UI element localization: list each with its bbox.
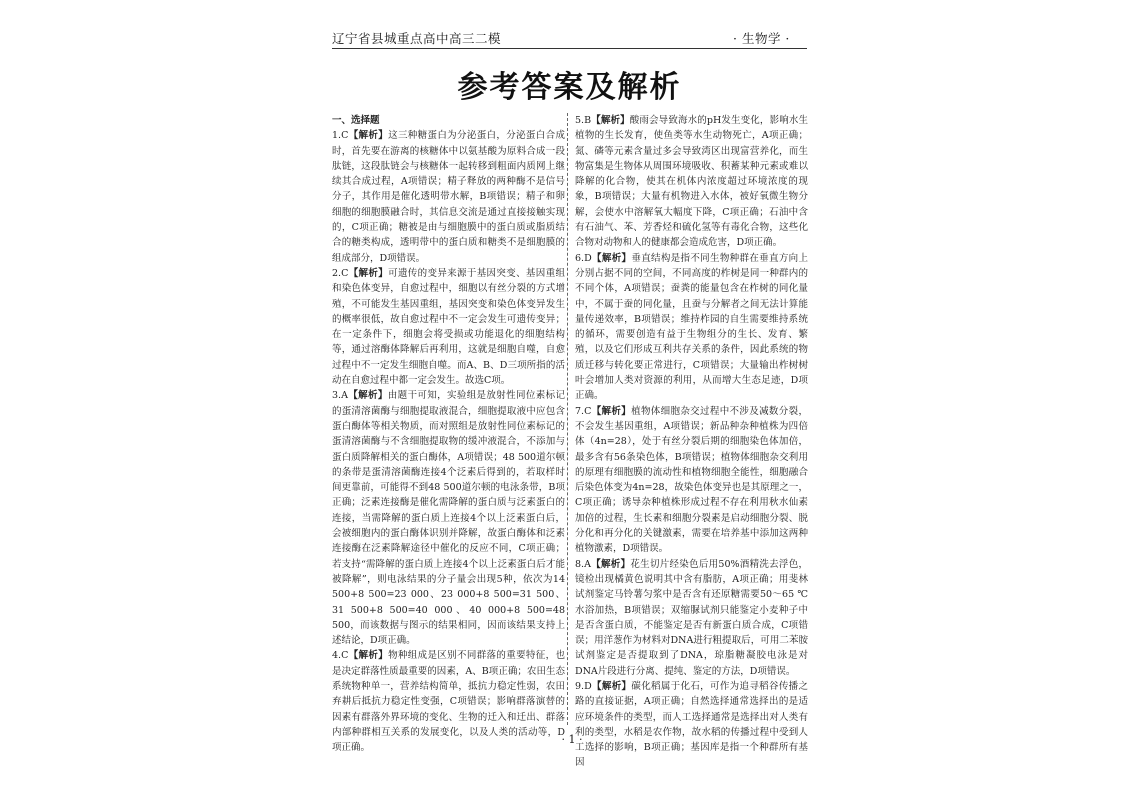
question-number: 7. [575,405,585,417]
answer-item [575,404,808,557]
answer-item [575,679,808,771]
question-number: 3. [332,390,342,402]
analysis-text: 植物体细胞杂交过程中不涉及减数分裂，不会发生基因重组，A项错误；新品种杂种植株为四倍体（4n=28），处于有丝分裂后期的细胞染色体加倍，最多含有56条染色体，B项错误；植物体细胞杂交利用的原理有细胞膜的流动性和植物细胞全能性，细胞融合后染色体变为4n=28，故染色体变异也是其原理之一，C项正确；诱导杂种植株形成过程不存在利用秋水仙素加倍的过程，生长素和细胞分裂素是启动细胞分裂、脱分化和再分化的关键激素，需要在培养基中添加这两种植物激素，D项错误。 [575,405,808,555]
column-divider [567,113,568,725]
answer-item [332,388,565,648]
answer-item [575,113,808,251]
analysis-tag: 【解析】 [591,252,632,264]
question-number: 1. [332,130,342,142]
analysis-text: 这三种糖蛋白为分泌蛋白，分泌蛋白合成时，首先要在游离的核糖体中以氨基酸为原料合成一段肽链，这段肽链会与核糖体一起转移到粗面内质网上继续其合成过程，A项错误；精子释放的两种酶不是信号分子，其作用是催化透明带水解，B项错误；精子和卵细胞的细胞膜融合时，其信息交流是通过直接接触实现的，C项正确；糖被是由与细胞膜中的蛋白质或脂质结合的糖类构成，透明带中的蛋白质和糖类不是细胞膜的组成部分，D项错误。 [332,130,565,264]
answer-letter: B [584,115,592,126]
analysis-text: 可遗传的变异来源于基因突变、基因重组和染色体变异，自愈过程中，细胞以有丝分裂的方式增殖，不可能发生基因重组，基因突变和染色体变异发生的概率很低，故自愈过程中不一定会发生可遗传变异；在一定条件下，细胞会将受损或功能退化的细胞结构等，通过溶酶体降解后再利用，这就是细胞自噬，自愈过程中不一定发生细胞自噬。而A、B、D三项所指的活动在自愈过程中都一定会发生。故选C项。 [332,267,565,387]
answer-letter: C [341,650,349,662]
answer-letter: A [584,558,591,570]
section-title: 一、选择题 [332,115,380,126]
question-number: 6. [575,252,585,264]
analysis-tag: 【解析】 [591,405,632,417]
answer-item [575,557,808,679]
answer-letter: C [584,405,592,417]
answer-letter: D [584,252,592,264]
analysis-text: 花生切片经染色后用50%酒精洗去浮色，镜检出现橘黄色说明其中含有脂肪，A项正确；用斐林试剂鉴定马铃薯匀浆中是否含有还原糖需要50～65 ℃水浴加热，B项错误；双缩脲试剂只能鉴定小麦种子中是否含蛋白质，不能鉴定是否有新蛋白质合成，C项错误；用洋葱作为材料对DNA进行粗提取后，可用二苯胺试剂鉴定是否提取到了DNA，琼脂糖凝胶电泳是对DNA片段进行分离、提纯、鉴定的方法，D项错误。 [575,558,808,677]
answer-item [332,266,565,388]
analysis-text: 垂直结构是指不同生物种群在垂直方向上分别占据不同的空间，不同高度的柞树是同一种群内的不同个体，A项错误；蚕粪的能量包含在柞树的同化量中，不属于蚕的同化量，且蚕与分解者之间无法计算能量传递效率，B项错误；维持柞园的自生需要维持系统的循环，需要创造有益于生物组分的生长、发育、繁殖，以及它们形成互利共存关系的条件，因此系统的物质迁移与转化要正常进行，C项错误；大量输出柞树树叶会增加人类对资源的利用，从而增大生态足迹，D项正确。 [575,252,808,402]
answer-letter: D [584,680,592,692]
page-number: · 1 · [561,733,583,746]
analysis-text: 酸雨会导致海水的pH发生变化，影响水生植物的生长发育，使鱼类等水生动物死亡，A项正确；氮、磷等元素含量过多会导致湾区出现富营养化，而生物富集是生物体从周围环境吸收、积蓄某种元素或难以降解的化合物，使其在机体内浓度超过环境浓度的现象，B项错误；大量有机物进入水体，被好氧微生物分解，会使水中溶解氧大幅度下降，C项正确；石油中含有石油气、苯、芳香烃和硫化氢等有毒化合物，这些化合物对动物和人的健康都会造成危害，D项正确。 [575,115,808,249]
question-number: 2. [332,267,342,279]
answer-letter: C [341,267,349,279]
question-number: 4. [332,650,342,662]
left-column [332,113,565,755]
answer-item [332,128,565,266]
right-column [575,113,808,771]
analysis-tag: 【解析】 [590,558,631,570]
analysis-text: 碳化稻属于化石，可作为追寻稻谷传播之路的直接证据，A项正确；自然选择通常选择出的是适应环境条件的类型，而人工选择通常是选择出对人类有利的类型，水稻是农作物，故水稻的传播过程中受到人工选择的影响，B项正确；基因库是指一个种群所有基因 [575,680,808,769]
analysis-tag: 【解析】 [348,130,389,142]
analysis-tag: 【解析】 [591,680,632,692]
analysis-tag: 【解析】 [347,390,388,402]
exam-title: 辽宁省县城重点高中高三二模 [332,31,502,46]
analysis-tag: 【解析】 [348,267,389,279]
question-number: 9. [575,680,585,692]
question-number: 5. [575,115,585,126]
analysis-text: 由题干可知，实验组是放射性同位素标记的蛋清溶菌酶与细胞提取液混合，细胞提取液中应包含蛋白酶体等相关物质，而对照组是放射性同位素标记的蛋清溶菌酶与不含细胞提取物的缓冲液混合，不添加与蛋白质降解相关的蛋白酶体，A项错误；48 500道尔顿的条带是蛋清溶菌酶连接4个泛素后得到的，若取样时间更靠前，可能得不到48 500道尔顿的电泳条带，B项正确；泛素连接酶是催化需降解的蛋白质与泛素蛋白的连接，当需降解的蛋白质上连接4个以上泛素蛋白后，会被细胞内的蛋白酶体识别并降解，故蛋白酶体和泛素连接酶在泛素降解途径中催化的反应不同，C项正确；若支持“需降解的蛋白质上连接4个以上泛素蛋白后才能被降解”，则电泳结果的分子量会出现5种，依次为14 500+8 500=23 000、23 000+8 500=31 500、31 500+8 500=40 000、40 000+8 500=48 500，而该数据与图示的结果相同，因而该结果支持上述结论，D项正确。 [332,390,565,647]
answer-item [332,648,565,755]
answer-letter: C [341,130,349,142]
subject-label: · 生物学 · [733,31,790,46]
answer-item [575,251,808,404]
answer-letter: A [341,390,348,402]
analysis-text: 物种组成是区别不同群落的重要特征，也是决定群落性质最重要的因素，A、B项正确；农田生态系统物种单一，营养结构简单，抵抗力稳定性弱，农田弃耕后抵抗力稳定性变强，C项错误；影响群落演替的因素有群落外界环境的变化、生物的迁入和迁出、群落内部种群相互关系的发展变化，以及人类的活动等，D项正确。 [332,650,565,754]
header-divider [332,48,807,49]
analysis-tag: 【解析】 [591,115,630,126]
analysis-tag: 【解析】 [348,650,389,662]
question-number: 8. [575,558,585,570]
page-title: 参考答案及解析 [457,70,682,105]
